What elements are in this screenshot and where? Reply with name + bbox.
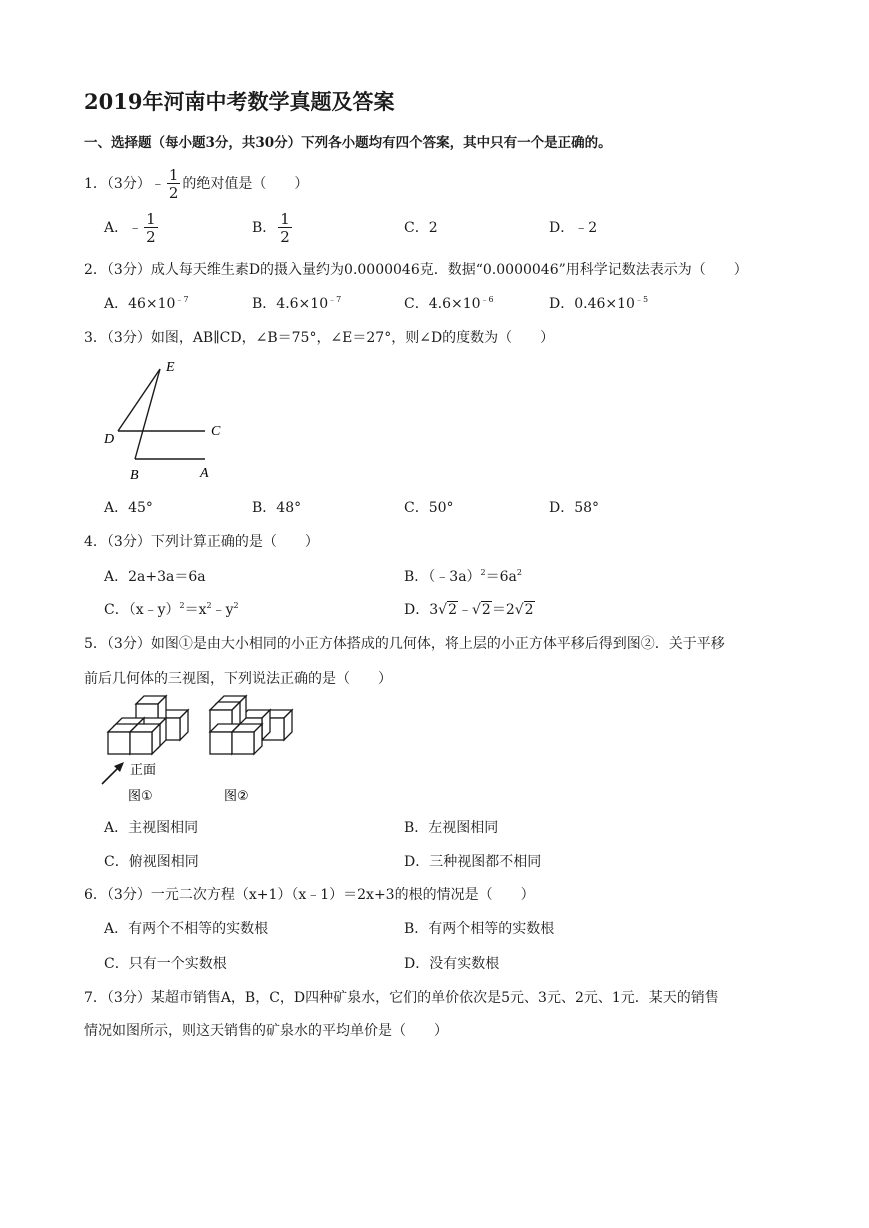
q4-option-b	[404, 566, 522, 586]
q4-sqrt-1: √2	[438, 602, 457, 618]
q3-label-c: C	[211, 424, 221, 439]
q6-option-a: A．有两个不相等的实数根	[104, 921, 269, 937]
q4-sqrt-2: √2	[471, 602, 491, 618]
q3-option-d: D．58°	[549, 500, 600, 516]
q5-front-label: 正面	[130, 763, 157, 778]
q1-option-b-num: 1	[280, 210, 290, 228]
q1-prefix: 1．（3分）	[84, 176, 151, 192]
q6-option-d: D．没有实数根	[404, 956, 500, 972]
q4-option-b-pre: B．（﹣3a）	[404, 569, 481, 585]
q4-option-b-exp: 2	[480, 568, 486, 577]
q4-option-a: A．2a+3a＝6a	[104, 569, 206, 585]
q4-option-c-exp2: 2	[206, 601, 212, 610]
question-7-line-1: 7．（3分）某超市销售A，B，C，D四种矿泉水，它们的单价依次是5元、3元、2元、1元．某天的销售	[84, 990, 719, 1006]
page-title: 2019年河南中考数学真题及答案	[84, 89, 395, 114]
q4-option-b-mid: ＝6a	[485, 569, 517, 585]
q2-option-b-base: B．4.6×10	[252, 296, 329, 312]
q2-option-a-exp: ﹣7	[175, 295, 189, 304]
q1-option-a	[104, 212, 160, 244]
question-5-line-2: 前后几何体的三视图，下列说法正确的是（ ）	[84, 671, 392, 687]
q4-option-b-exp2: 2	[516, 568, 522, 577]
q2-option-c-exp: ﹣6	[480, 295, 494, 304]
q2-option-d-exp: ﹣5	[634, 295, 649, 304]
q4-option-c-mid: ＝x	[184, 602, 207, 618]
q2-option-b	[252, 293, 341, 313]
q1-option-a-num: 1	[146, 210, 156, 228]
q3-label-e: E	[166, 360, 175, 375]
q5-fig2-label: 图②	[224, 789, 249, 804]
q4-option-c	[104, 599, 239, 619]
question-6: 6．（3分）一元二次方程（x+1）（x﹣1）＝2x+3的根的情况是（ ）	[84, 887, 535, 903]
q4-option-d-mid: ﹣	[457, 602, 472, 618]
q3-label-d: D	[104, 432, 115, 447]
q5-fig1-label: 图①	[128, 789, 153, 804]
q1-fraction	[167, 168, 181, 200]
q1-denominator: 2	[168, 184, 179, 202]
q1-option-c: C．2	[404, 220, 438, 236]
q5-option-d: D．三种视图都不相同	[404, 854, 542, 870]
q3-option-b: B．48°	[252, 500, 302, 516]
section-heading: 一、选择题（每小题3分，共30分）下列各小题均有四个答案，其中只有一个是正确的。	[84, 135, 612, 151]
q3-option-c: C．50°	[404, 500, 454, 516]
q3-line-de	[118, 369, 160, 431]
q1-option-a-den: 2	[146, 228, 156, 246]
q2-option-d	[549, 293, 648, 313]
q1-option-b-label: B．	[252, 220, 277, 236]
q3-option-a: A．45°	[104, 500, 153, 516]
question-2: 2．（3分）成人每天维生素D的摄入量约为0.0000046克．数据“0.0000046”用科学记数法表示为（ ）	[84, 262, 748, 278]
q4-sqrt-1-radicand: 2	[448, 602, 457, 618]
q3-label-a: A	[200, 466, 209, 481]
q1-option-b-den: 2	[280, 228, 290, 246]
q1-option-d: D．﹣2	[549, 220, 598, 236]
q3-figure	[100, 357, 240, 485]
q4-option-c-mid2: ﹣y	[211, 602, 234, 618]
q4-option-c-pre: C．（x﹣y）	[104, 602, 180, 618]
q5-option-c: C．俯视图相同	[104, 854, 199, 870]
question-5-line-1: 5．（3分）如图①是由大小相同的小正方体搭成的几何体，将上层的小正方体平移后得到图②．关于平移	[84, 636, 725, 652]
q5-option-a: A．主视图相同	[104, 820, 199, 836]
q2-option-d-base: D．0.46×10	[549, 296, 635, 312]
q2-option-a-base: A．46×10	[104, 296, 176, 312]
q2-option-b-exp: ﹣7	[328, 295, 342, 304]
q4-option-c-exp: 2	[179, 601, 185, 610]
q6-option-c: C．只有一个实数根	[104, 956, 227, 972]
q4-option-d	[404, 599, 535, 619]
question-7-line-2: 情况如图所示，则这天销售的矿泉水的平均单价是（ ）	[84, 1023, 448, 1039]
q4-option-c-exp3: 2	[233, 601, 239, 610]
q4-option-d-eq: ＝2	[491, 602, 515, 618]
q6-option-b: B．有两个相等的实数根	[404, 921, 555, 937]
q5-figures	[100, 692, 300, 807]
question-1	[84, 168, 308, 200]
q1-suffix: 的绝对值是（ ）	[182, 176, 309, 192]
q3-label-b: B	[130, 468, 139, 483]
q4-sqrt-2-radicand: 2	[481, 602, 491, 618]
q2-option-a	[104, 293, 189, 313]
q4-sqrt-3: √2	[514, 602, 534, 618]
question-3: 3．（3分）如图，AB∥CD，∠B＝75°，∠E＝27°，则∠D的度数为（ ）	[84, 330, 555, 346]
q1-option-a-minus: ﹣	[128, 220, 143, 236]
q5-figure-1	[108, 696, 188, 754]
q1-option-b-fraction	[278, 212, 292, 244]
q4-option-d-pre: D．3	[404, 602, 439, 618]
q2-option-c	[404, 293, 494, 313]
q4-sqrt-3-radicand: 2	[524, 602, 534, 618]
q2-option-c-base: C．4.6×10	[404, 296, 481, 312]
question-4: 4．（3分）下列计算正确的是（ ）	[84, 534, 319, 550]
q5-figure-2	[210, 696, 292, 754]
q1-numerator: 1	[168, 166, 179, 184]
q1-option-a-label: A．	[104, 220, 129, 236]
q5-option-b: B．左视图相同	[404, 820, 499, 836]
q1-option-a-fraction	[144, 212, 158, 244]
q1-minus: ﹣	[150, 176, 165, 192]
q3-line-eb	[135, 369, 160, 459]
q1-option-b	[252, 212, 294, 244]
